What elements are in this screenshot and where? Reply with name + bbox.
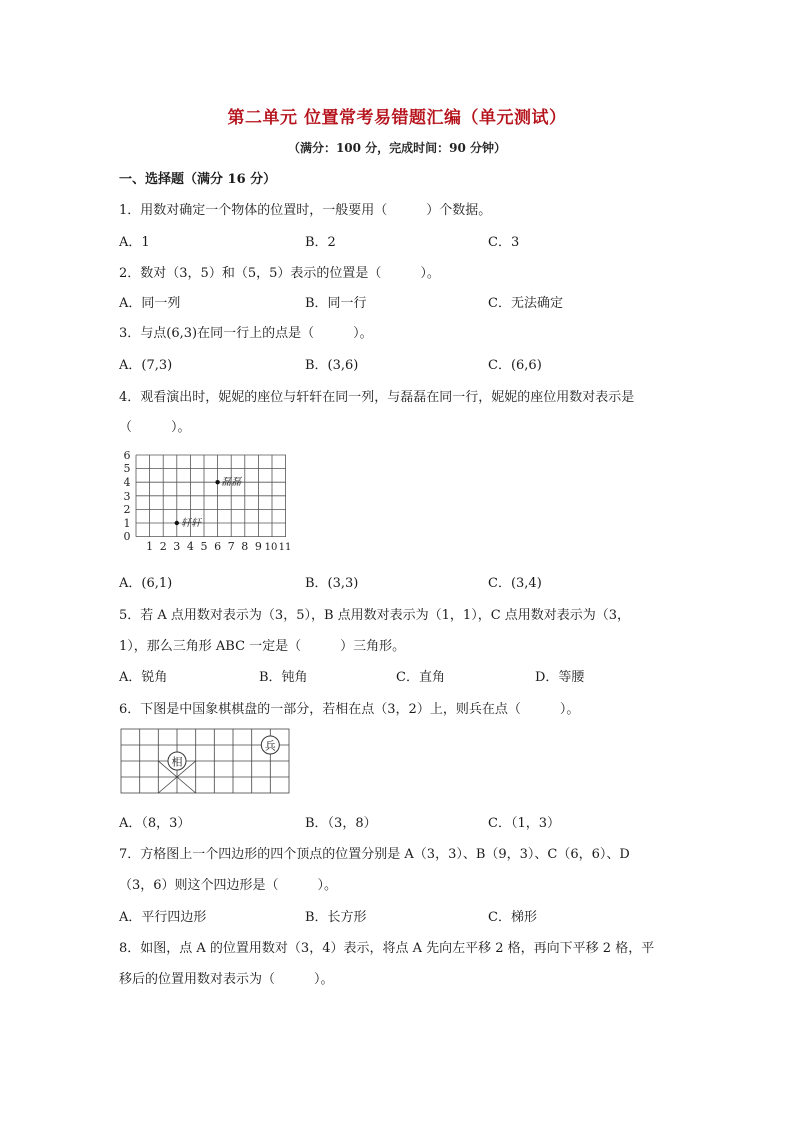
y-tick-3: 3 — [123, 490, 131, 503]
q2-option-a[interactable]: A．同一列 — [119, 296, 181, 311]
section-heading: 一、选择题（满分 16 分） — [119, 172, 277, 187]
q7-option-a[interactable]: A．平行四边形 — [119, 910, 207, 925]
question-5-cont: 1），那么三角形 ABC 一定是（ ）三角形。 — [119, 639, 406, 654]
q5-option-d[interactable]: D．等腰 — [535, 670, 585, 685]
q5-option-b[interactable]: B．钝角 — [259, 670, 308, 685]
y-tick-0: 0 — [123, 530, 131, 543]
y-tick-2: 2 — [123, 503, 131, 516]
q7-option-b[interactable]: B．长方形 — [305, 910, 367, 925]
q3-option-a[interactable]: A．(7,3) — [119, 358, 173, 373]
q4-option-a[interactable]: A．(6,1) — [119, 576, 173, 591]
question-7: 7．方格图上一个四边形的四个顶点的位置分别是 A（3，3）、B（9，3）、C（6，6）、D — [119, 847, 630, 862]
question-2: 2．数对（3，5）和（5，5）表示的位置是（ ）。 — [119, 266, 440, 281]
q1-option-c[interactable]: C．3 — [488, 235, 520, 250]
q5-option-c[interactable]: C．直角 — [396, 670, 445, 685]
q3-option-b[interactable]: B．(3,6) — [305, 358, 359, 373]
q6-option-a[interactable]: A．（8，3） — [119, 816, 191, 831]
piece-bing-label: 兵 — [264, 739, 276, 753]
page-title: 第二单元 位置常考易错题汇编（单元测试） — [227, 108, 567, 128]
q1-option-a[interactable]: A．1 — [119, 235, 150, 250]
label-leilei: 磊磊 — [221, 477, 241, 488]
q4-option-c[interactable]: C．(3,4) — [488, 576, 542, 591]
x-tick-6: 6 — [214, 540, 222, 553]
question-8-cont: 移后的位置用数对表示为（ ）。 — [119, 972, 334, 987]
question-3: 3．与点(6,3)在同一行上的点是（ ）。 — [119, 326, 373, 341]
q6-option-c[interactable]: C．（1，3） — [488, 816, 560, 831]
y-tick-4: 4 — [123, 476, 131, 489]
seat-grid-lines — [136, 455, 286, 537]
x-tick-8: 8 — [241, 540, 249, 553]
q2-option-b[interactable]: B．同一行 — [305, 296, 367, 311]
x-tick-7: 7 — [227, 540, 235, 553]
question-6: 6．下图是中国象棋棋盘的一部分，若相在点（3，2）上，则兵在点（ ）。 — [119, 702, 580, 717]
chess-board-figure — [120, 728, 292, 796]
x-tick-11: 11 — [278, 542, 292, 553]
question-7-cont: （3，6）则这个四边形是（ ）。 — [119, 878, 338, 893]
x-tick-2: 2 — [159, 540, 167, 553]
question-4-cont: （ ）。 — [119, 420, 191, 435]
question-4: 4．观看演出时，妮妮的座位与轩轩在同一列，与磊磊在同一行，妮妮的座位用数对表示是 — [119, 390, 635, 405]
point-xuanxuan — [175, 521, 179, 525]
x-tick-4: 4 — [186, 540, 194, 553]
point-leilei — [215, 480, 219, 484]
q2-option-c[interactable]: C．无法确定 — [488, 296, 563, 311]
q1-option-b[interactable]: B．2 — [305, 235, 336, 250]
q5-option-a[interactable]: A．锐角 — [119, 670, 168, 685]
piece-xiang-label: 相 — [171, 755, 183, 769]
x-tick-5: 5 — [200, 540, 208, 553]
q7-option-c[interactable]: C．梯形 — [488, 910, 537, 925]
label-xuanxuan: 轩轩 — [181, 518, 201, 529]
seat-grid-figure — [119, 449, 299, 557]
y-tick-5: 5 — [123, 462, 131, 475]
x-tick-1: 1 — [146, 540, 154, 553]
question-8: 8．如图，点 A 的位置用数对（3，4）表示，将点 A 先向左平移 2 格，再向下平移 2 格，平 — [119, 941, 655, 956]
x-tick-10: 10 — [264, 542, 278, 553]
q4-option-b[interactable]: B．(3,3) — [305, 576, 359, 591]
x-tick-9: 9 — [254, 540, 262, 553]
q6-option-b[interactable]: B．（3，8） — [305, 816, 377, 831]
x-tick-3: 3 — [173, 540, 181, 553]
y-tick-1: 1 — [123, 517, 131, 530]
question-5: 5．若 A 点用数对表示为（3，5），B 点用数对表示为（1，1），C 点用数对表示为（3， — [119, 608, 631, 623]
question-1: 1．用数对确定一个物体的位置时，一般要用（ ）个数据。 — [119, 203, 492, 218]
y-tick-6: 6 — [123, 449, 131, 462]
page-subtitle: （满分：100 分，完成时间：90 分钟） — [287, 141, 507, 155]
q3-option-c[interactable]: C．(6,6) — [488, 358, 542, 373]
